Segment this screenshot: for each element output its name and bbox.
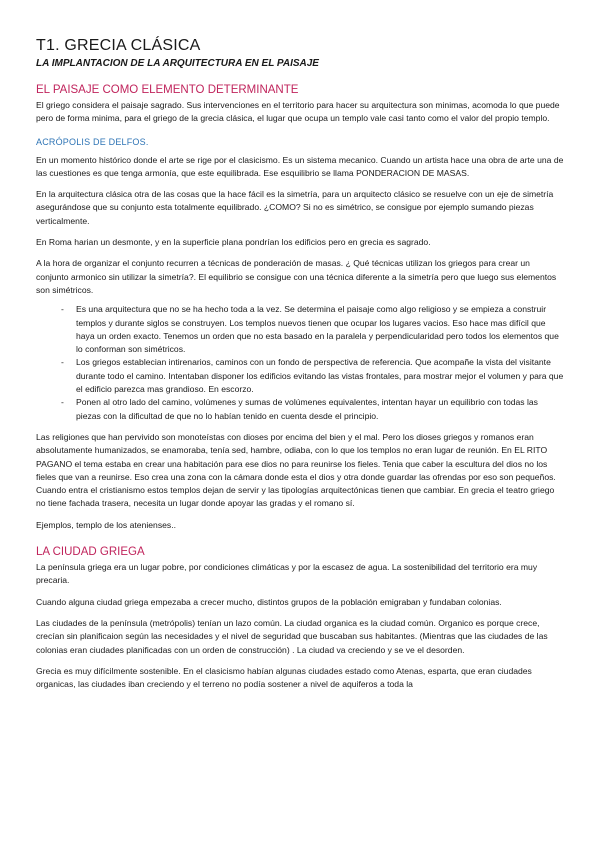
list-item-text: Ponen al otro lado del camino, volúmenes y sumas de volúmenes equivalentes, intentan hayar un equilibrio con todas las piezas con la dificultad de que no lo habían tenido en cuenta desde el principio. (76, 397, 538, 421)
paragraph: En la arquitectura clásica otra de las cosas que la hace fácil es la simetría, para un arquitecto clásico se resuelve con un eje de simetría asegurándose que su conjunto esta totalmente equilibrado. ¿COMO? Si no es simétrico, se consigue por ejemplo sumando piezas verticalmente. (36, 189, 554, 226)
document-title: T1. GRECIA CLÁSICA (36, 37, 201, 54)
list-item (36, 303, 564, 356)
paragraph: La península griega era un lugar pobre, por condiciones climáticas y por la escasez de agua. La sostenibilidad del territorio era muy precaria. (36, 562, 538, 586)
paragraph: En un momento histórico donde el arte se rige por el clasicismo. Es un sistema mecanico. Cuando un artista hace una obra de arte una de las cuestiones es que tenga armonía, que este equilibrada. Ese esquilibrio se llama PONDERACION DE MASAS. (36, 154, 564, 178)
section-heading-paisaje: EL PAISAJE COMO ELEMENTO DETERMINANTE (36, 84, 299, 96)
paragraph: Las religiones que han pervivido son monoteístas con dioses por encima del bien y el mal. Pero los dioses griegos y romanos eran absolutamente humanizados, se enamoraba, tenía sed, hambre, odiaba, con lo que los templos no eran lugar de reunión. En EL RITO PAGANO el tema estaba en crear una habitación para ese dios no para reunirse los fieles. Tenia que caber la escultura del dios no los fieles que van a reunirse. Eso crea una zona con la cámara donde esta el dios y otra donde guardar las ofrendas por eso son pequeños. Cuando entra el cristianismo estos templos dejan de servir y las tipologías arquitectónicas tienen que cambiar. En grecia el teatro griego no tiene fachada trasera, necesita un lugar donde apoyar las gradas y el romano sí. (36, 431, 556, 509)
subsection-heading-delfos: ACRÓPOLIS DE DELFOS. (36, 136, 149, 147)
paragraph: En Roma harian un desmonte, y en la superficie plana pondrían los edificios pero en grecia es sagrado. (36, 237, 431, 248)
list-item (36, 356, 564, 396)
dash-bullet: - (61, 357, 64, 368)
list-item (36, 396, 564, 423)
list-item-text: Los griegos establecian intirenarios, caminos con un fondo de perspectiva de referencia. Que acompañe la vista del visitante durante todo el camino. Intentaban disponer los edificios evitando las vistas frontales, para mostrar mejor el volumen y para que el edificio parezca mas grandioso. En escorzo. (76, 357, 564, 395)
paragraph: Cuando alguna ciudad griega empezaba a crecer mucho, distintos grupos de la población emigraban y fundaban colonias. (36, 596, 502, 607)
bullet-list (36, 303, 564, 423)
paragraph: Grecia es muy difícilmente sostenible. En el clasicismo habían algunas ciudades estado como Atenas, esparta, que eran ciudades organicas, las ciudades iban creciendo y el terreno no podía sostener a nivel de aquiferos a toda la (36, 665, 532, 690)
paragraph: El griego considera el paisaje sagrado. Sus intervenciones en el territorio para hacer su arquitectura son minimas, acomoda lo que puede pero de forma minima, para el griego de la grecia clásica, el lugar que ocupa un templo vale casi tanto como el valor del propio templo. (36, 100, 560, 124)
paragraph: Ejemplos, templo de los atenienses.. (36, 519, 176, 530)
dash-bullet: - (61, 304, 64, 315)
section-heading-ciudad: LA CIUDAD GRIEGA (36, 546, 145, 559)
paragraph: A la hora de organizar el conjunto recurren a técnicas de ponderación de masas. ¿ Qué técnicas utilizan los griegos para crear un conjunto armonico sin utilizar la simetría?. El equilibrio se consigue con una técnica diferente a la simetría pero que luego sus elementos son simétricos. (36, 258, 557, 295)
dash-bullet: - (61, 397, 64, 408)
document-subtitle: LA IMPLANTACION DE LA ARQUITECTURA EN EL PAISAJE (36, 58, 319, 69)
paragraph: Las ciudades de la península (metrópolis) tenían un lazo común. La ciudad organica es la ciudad común. Organico es porque crece, crecían sin planificaion según las necesidades y el nivel de seguridad que buscaban sus habitantes. (Mientras que las ciudades de las colonias eran ciudades planificadas con un orden de construcción) . La ciudad va creciendo y se ve el desorden. (36, 617, 548, 655)
list-item-text: Es una arquitectura que no se ha hecho toda a la vez. Se determina el paisaje como algo religioso y se empieza a construir templos y durante siglos se construyen. Los templos nuevos tienen que ocupar los lugares vacios. Eso hace mas difícil que haya un orden exacto. Tenemos un orden que no esta basado en la paralela y perpendicularidad pero todos los elementos que lo conforman son simétricos. (76, 304, 559, 355)
